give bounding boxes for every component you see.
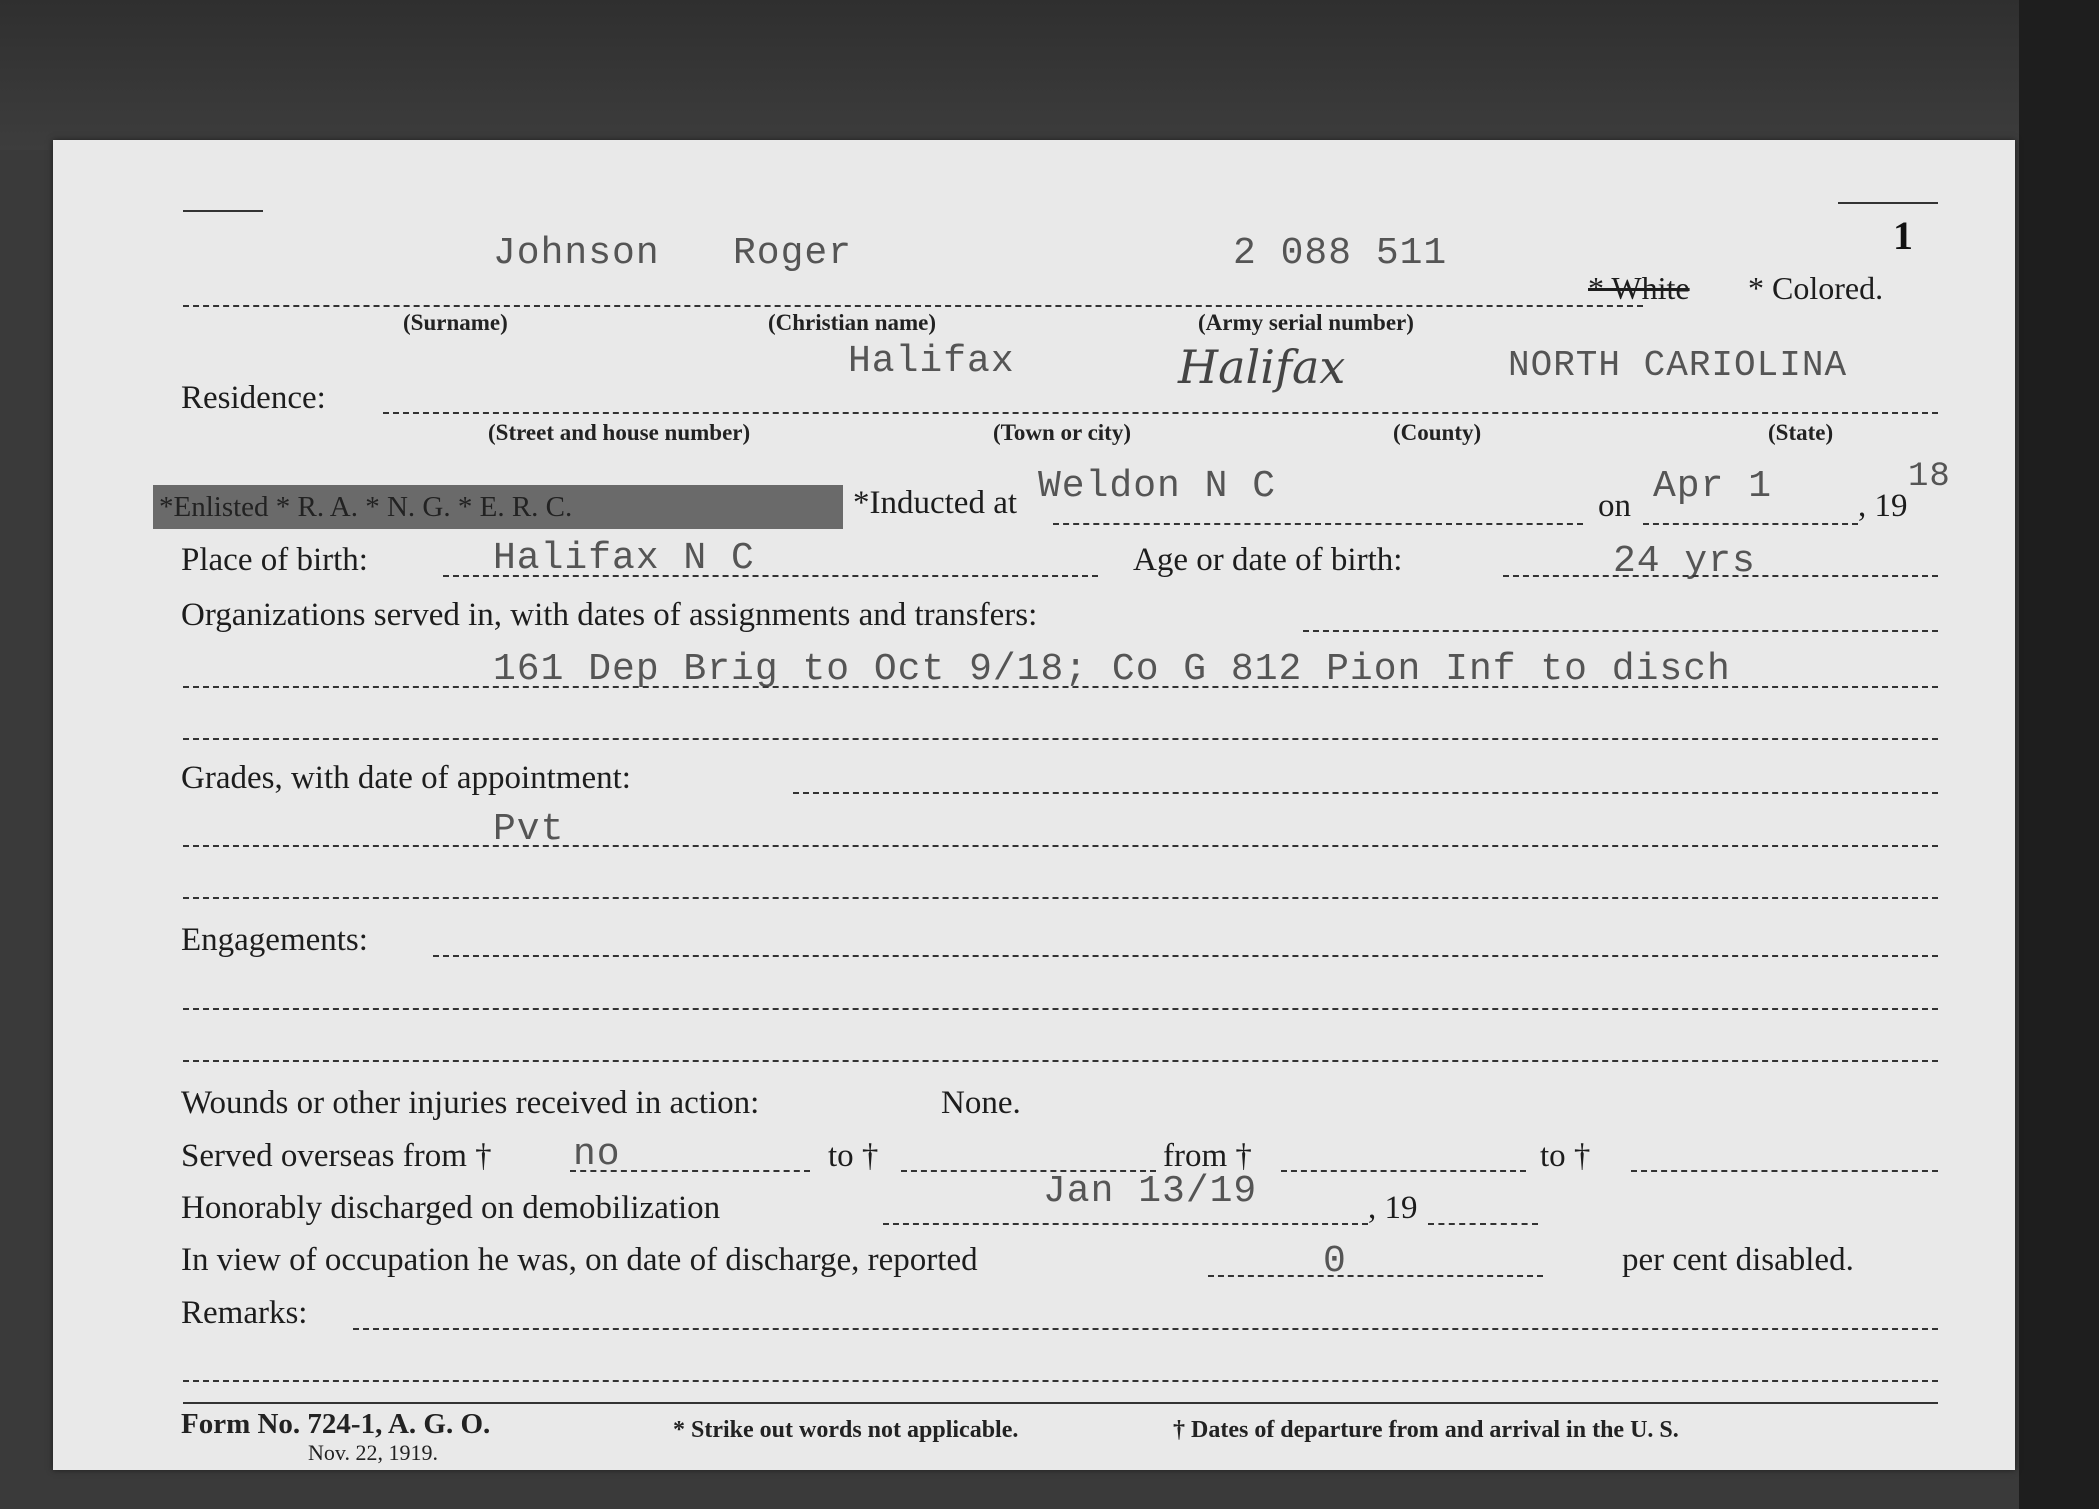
remarks-label: Remarks:: [181, 1295, 308, 1331]
overseas-from-line: [570, 1170, 810, 1172]
race-white: * White: [1588, 270, 1690, 306]
organizations-label: Organizations served in, with dates of assignments and transfers:: [181, 597, 1038, 633]
residence-line: [383, 412, 1938, 414]
place-of-birth-line: [443, 575, 1098, 577]
disability-suffix: per cent disabled.: [1622, 1242, 1854, 1278]
residence-label: Residence:: [181, 380, 326, 416]
background-right: [2019, 0, 2099, 1509]
town-caption: (Town or city): [993, 420, 1131, 445]
surname-value: Johnson: [493, 232, 660, 275]
street-caption: (Street and house number): [488, 420, 751, 445]
inducted-place-value: Weldon N C: [1038, 465, 1277, 508]
organizations-line-2: [183, 686, 1938, 688]
engagements-label: Engagements:: [181, 922, 368, 958]
state-caption: (State): [1768, 420, 1834, 445]
inducted-label: *Inducted at: [853, 485, 1018, 521]
grades-line-2: [183, 845, 1938, 847]
residence-state-value: NORTH CARIOLINA: [1508, 345, 1848, 386]
induction-year-prefix: , 19: [1858, 488, 1908, 524]
footer-rule: [183, 1402, 1938, 1404]
serial-number-caption: (Army serial number): [1198, 310, 1414, 335]
card-number: 1: [1893, 213, 1913, 258]
engagements-line-3: [183, 1060, 1938, 1062]
induction-date-value: Apr 1: [1653, 465, 1773, 508]
overseas-to2-label: to †: [1540, 1138, 1591, 1174]
christian-name-value: Roger: [733, 232, 853, 275]
top-left-rule: [183, 210, 263, 212]
place-of-birth-value: Halifax N C: [493, 537, 755, 580]
background-top: [0, 0, 2099, 150]
grades-line-3: [183, 897, 1938, 899]
footnote-dates: † Dates of departure from and arrival in the U. S.: [1173, 1417, 1679, 1443]
age-value: 24 yrs: [1613, 540, 1756, 583]
remarks-line-1: [353, 1328, 1938, 1330]
served-overseas-from-label: Served overseas from †: [181, 1138, 492, 1174]
induction-year-suffix: 18: [1908, 458, 1951, 496]
overseas-from2-line: [1281, 1170, 1526, 1172]
overseas-to2-line: [1631, 1170, 1938, 1172]
on-label: on: [1598, 488, 1631, 524]
engagements-line-2: [183, 1008, 1938, 1010]
surname-caption: (Surname): [403, 310, 508, 335]
remarks-line-2: [183, 1380, 1938, 1382]
disability-value: 0: [1323, 1240, 1347, 1283]
age-line: [1503, 575, 1938, 577]
place-of-birth-label: Place of birth:: [181, 542, 368, 578]
organizations-line-3: [183, 738, 1938, 740]
wounds-value: None.: [941, 1085, 1021, 1121]
grades-value: Pvt: [493, 808, 565, 851]
race-colored: * Colored.: [1748, 270, 1884, 306]
served-overseas-from-value: no: [573, 1133, 621, 1176]
residence-county-value: Halifax: [1178, 340, 1346, 394]
grades-label: Grades, with date of appointment:: [181, 760, 631, 796]
record-card: [53, 140, 2015, 1470]
age-label: Age or date of birth:: [1133, 542, 1403, 578]
residence-town-value: Halifax: [848, 340, 1015, 383]
organizations-line-1: [1303, 630, 1938, 632]
overseas-from2-label: from †: [1163, 1138, 1252, 1174]
engagements-line-1: [433, 955, 1938, 957]
footnote-strike-out: * Strike out words not applicable.: [673, 1417, 1019, 1443]
inducted-line: [1053, 523, 1583, 525]
discharge-year-line: [1428, 1223, 1538, 1225]
overseas-to-label: to †: [828, 1138, 879, 1174]
wounds-label: Wounds or other injuries received in action:: [181, 1085, 760, 1121]
induction-date-line: [1643, 523, 1858, 525]
discharge-label: Honorably discharged on demobilization: [181, 1190, 721, 1226]
serial-number-value: 2 088 511: [1233, 232, 1448, 275]
organizations-value: 161 Dep Brig to Oct 9/18; Co G 812 Pion Inf to disch: [493, 648, 1731, 691]
enlisted-options-redacted: *Enlisted * R. A. * N. G. * E. R. C.: [153, 485, 843, 529]
grades-line-1: [793, 792, 1938, 794]
name-line: [183, 305, 1643, 307]
discharge-year-prefix: , 19: [1368, 1190, 1418, 1226]
disability-line: [1208, 1275, 1543, 1277]
discharge-line: [883, 1223, 1368, 1225]
disability-label: In view of occupation he was, on date of discharge, reported: [181, 1242, 978, 1278]
top-right-rule: [1838, 202, 1938, 204]
discharge-date-value: Jan 13/19: [1043, 1170, 1258, 1213]
form-date: Nov. 22, 1919.: [308, 1440, 438, 1465]
county-caption: (County): [1393, 420, 1482, 445]
christian-name-caption: (Christian name): [768, 310, 937, 335]
form-number: Form No. 724-1, A. G. O.: [181, 1408, 491, 1440]
